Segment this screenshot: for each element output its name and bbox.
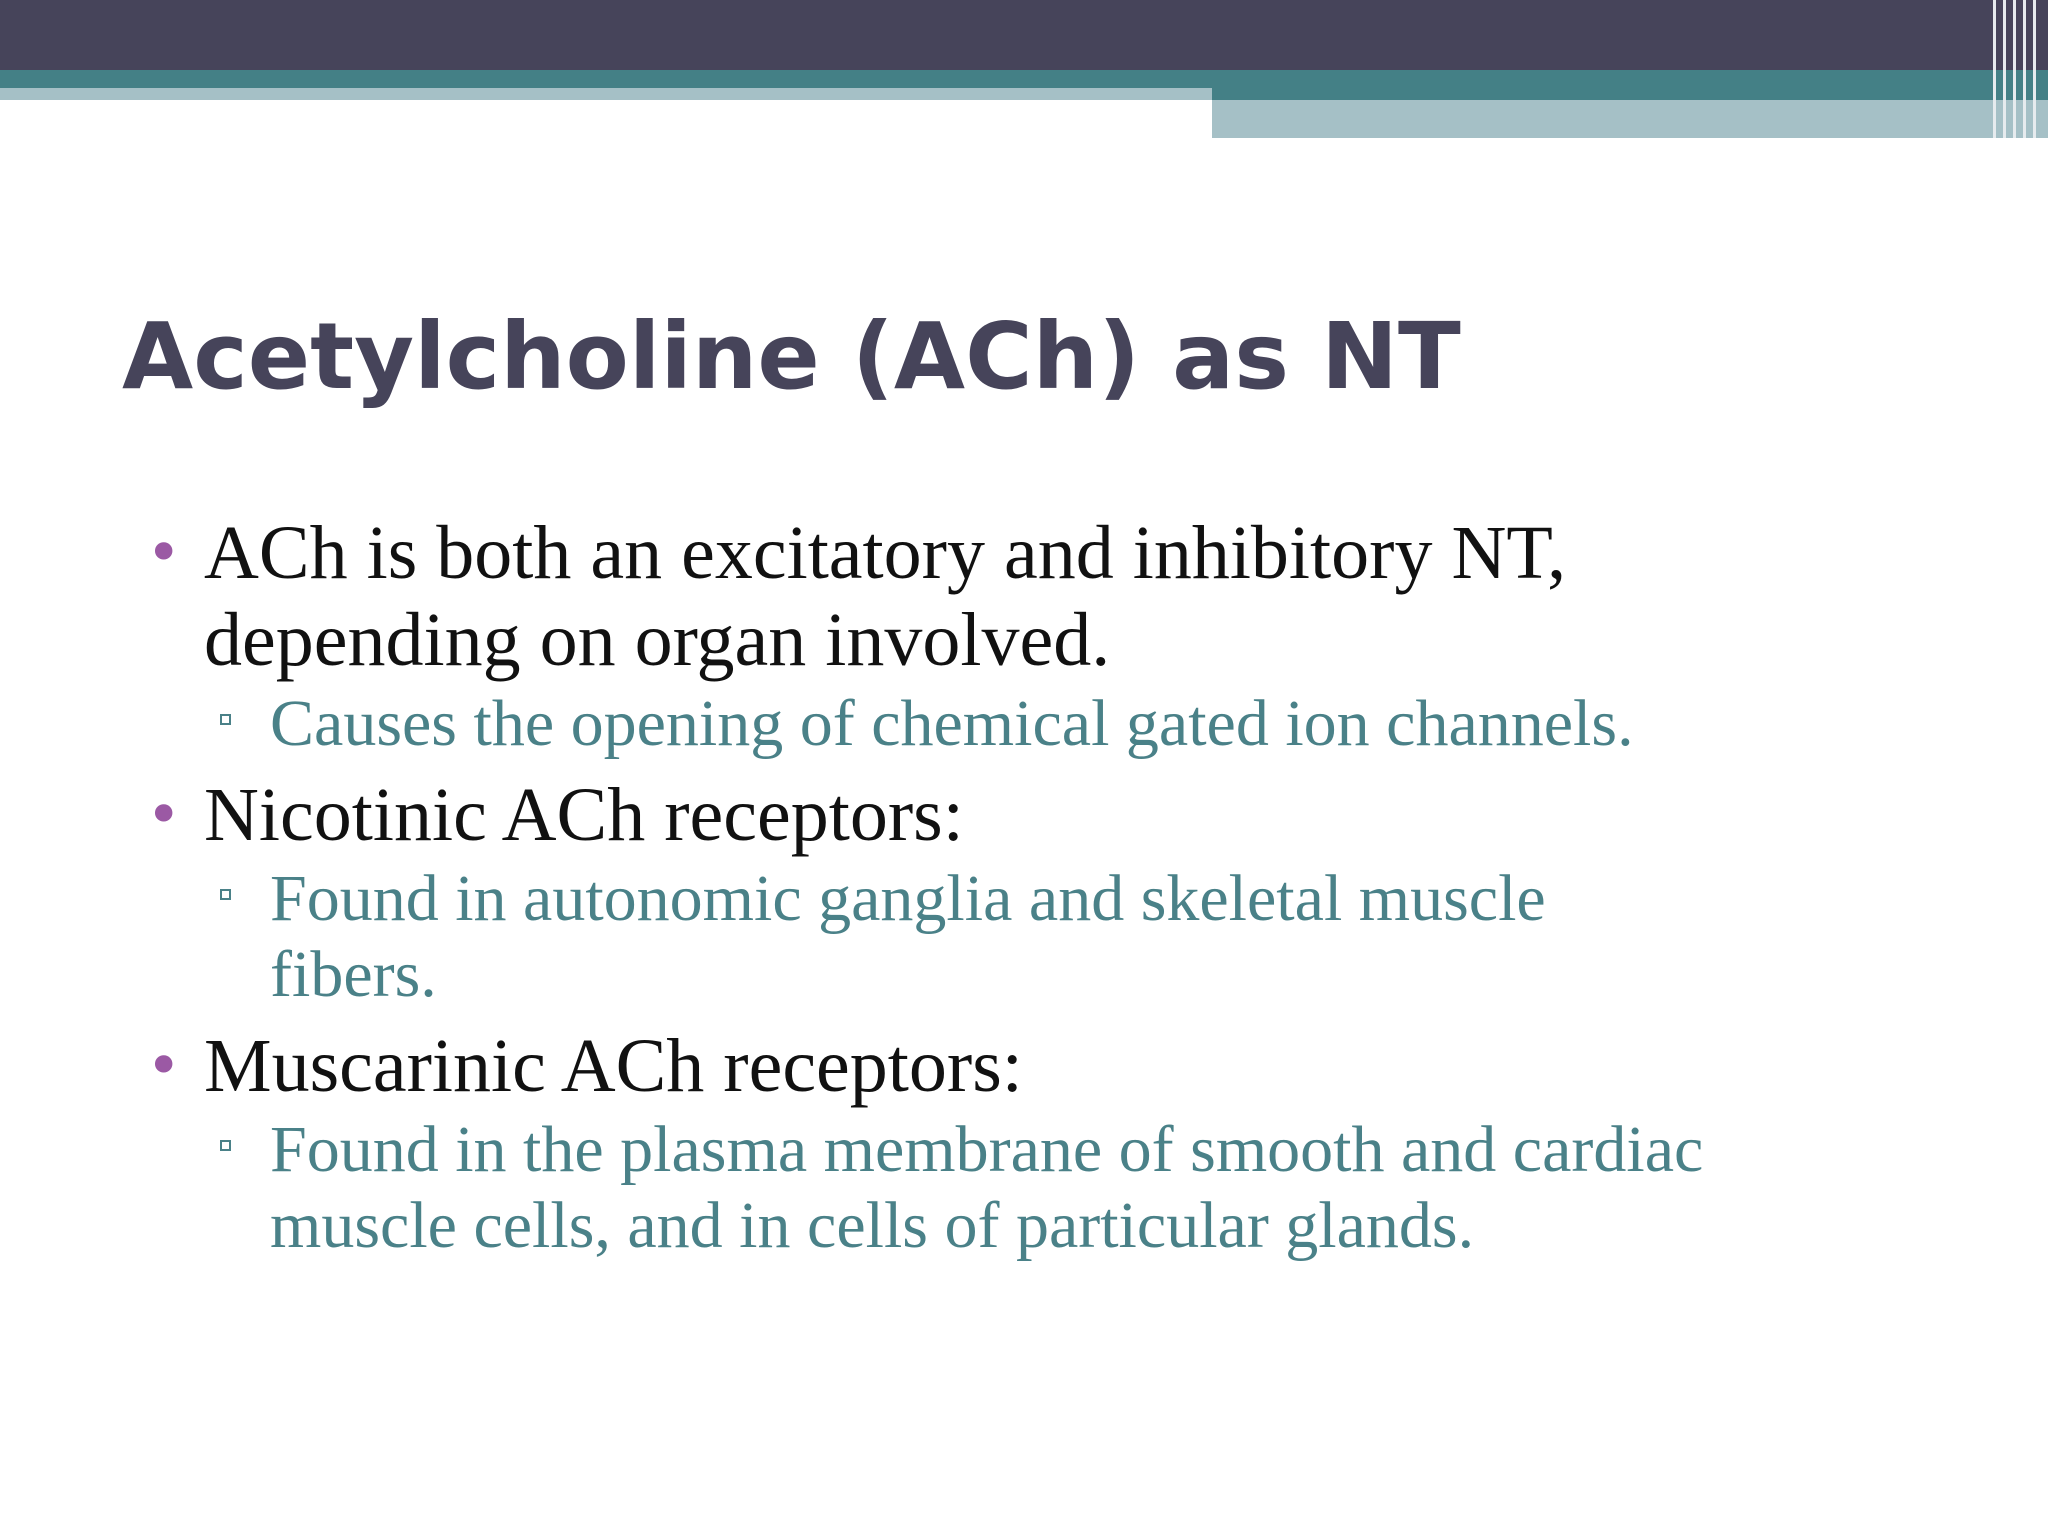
header-stripe — [2033, 0, 2036, 138]
bullet-text: ACh is both an excitatory and inhibitory NT, — [204, 511, 1567, 595]
sub-bullet-text: Found in the plasma membrane of smooth and cardiac — [270, 1113, 1704, 1186]
sub-bullet-item — [146, 1112, 2006, 1264]
sub-bullet-item — [146, 686, 2006, 762]
bullet-item — [146, 1023, 2006, 1110]
hollow-square-icon — [220, 714, 231, 725]
sub-bullet-text-continued: muscle cells, and in cells of particular glands. — [270, 1189, 1475, 1262]
header-band-dark — [0, 0, 2048, 70]
bullet-item — [146, 772, 2006, 859]
sub-bullet-text: Causes the opening of chemical gated ion channels. — [270, 687, 1634, 760]
round-bullet-icon: • — [146, 518, 182, 588]
sub-bullet-item — [146, 861, 2006, 1013]
bullet-text: Muscarinic ACh receptors: — [204, 1024, 1023, 1108]
sub-bullet-text-continued: fibers. — [270, 938, 437, 1011]
header-stripe — [2013, 0, 2016, 138]
hollow-square-icon — [220, 1140, 231, 1151]
header-stripes — [1988, 0, 2048, 138]
sub-bullet-text: Found in autonomic ganglia and skeletal muscle — [270, 862, 1546, 935]
bullet-item — [146, 510, 2006, 684]
slide-body — [146, 510, 2006, 1264]
slide-title: Acetylcholine (ACh) as NT — [122, 303, 1461, 410]
header-stripe — [2023, 0, 2026, 138]
header-band-gap — [0, 100, 1212, 138]
round-bullet-icon: • — [146, 780, 182, 850]
hollow-square-icon — [220, 889, 231, 900]
header-band-light-left — [0, 88, 1212, 100]
bullet-text-continued: depending on organ involved. — [204, 598, 1111, 682]
header-stripe — [1993, 0, 1996, 138]
header-band-light-right — [1212, 100, 2048, 138]
bullet-text: Nicotinic ACh receptors: — [204, 773, 964, 857]
round-bullet-icon: • — [146, 1031, 182, 1101]
header-stripe — [2003, 0, 2006, 138]
